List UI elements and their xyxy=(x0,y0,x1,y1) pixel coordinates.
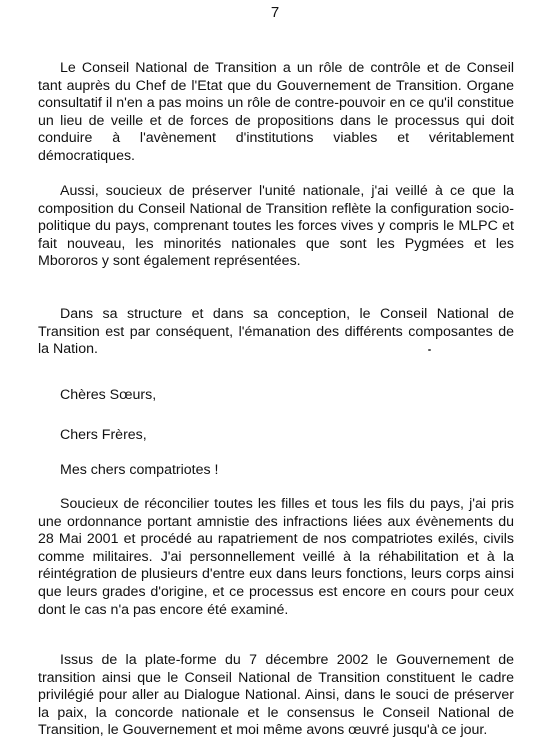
paragraph-structure: Dans sa structure et dans sa conception, le Conseil National de Transition est par conséquent, l'émanation des différents composantes de la Nation. xyxy=(38,306,514,358)
paragraph-plate-forme: Issus de la plate-forme du 7 décembre 2002 le Gouvernement de transition ainsi que le Conseil National de Transition constituent le cadre privilégié pour aller au Dialogue National. Ainsi, dans le souci de préserver la paix, la concorde nationale et le consensus le Conseil National de Transition, le Gouvernement et moi même avons œuvré jusqu'à ce jour. xyxy=(38,652,514,739)
salutation-freres: Chers Frères, xyxy=(60,427,147,443)
salutation-compatriotes: Mes chers compatriotes ! xyxy=(60,462,219,478)
page-number: 7 xyxy=(270,4,280,21)
paragraph-unite-nationale: Aussi, soucieux de préserver l'unité nationale, j'ai veillé à ce que la composition du Conseil National de Transition reflète la configuration socio-politique du pays, comprenant toutes les forces vives y compris le MLPC et fait nouveau, les minorités nationales que sont les Pygmées et les Mbororos y sont également représentées. xyxy=(38,183,514,270)
salutation-soeurs: Chères Sœurs, xyxy=(60,387,157,403)
paragraph-conseil-role: Le Conseil National de Transition a un rôle de contrôle et de Conseil tant auprès du Chef de l'Etat que du Gouvernement de Transition. Organe consultatif il n'en a pas moins un rôle de contre-pouvoir en ce qu'il constitue un lieu de veille et de forces de propositions dans le processus qui doit conduire à l'avènement d'institutions viables et véritablement démocratiques. xyxy=(38,60,514,164)
paragraph-reconciliation: Soucieux de réconcilier toutes les filles et tous les fils du pays, j'ai pris une ordonnance portant amnistie des infractions liées aux évènements du 28 Mai 2001 et procédé au rapatriement de nos compatriotes exilés, civils comme militaires. J'ai personnellement veillé à la réhabilitation et à la réintégration de plusieurs d'entre eux dans leurs fonctions, leurs corps ainsi que leurs grades d'origine, et ce processus est encore en cours pour ceux dont le cas n'a pas encore été examiné. xyxy=(38,496,514,618)
scan-speck xyxy=(428,349,431,351)
